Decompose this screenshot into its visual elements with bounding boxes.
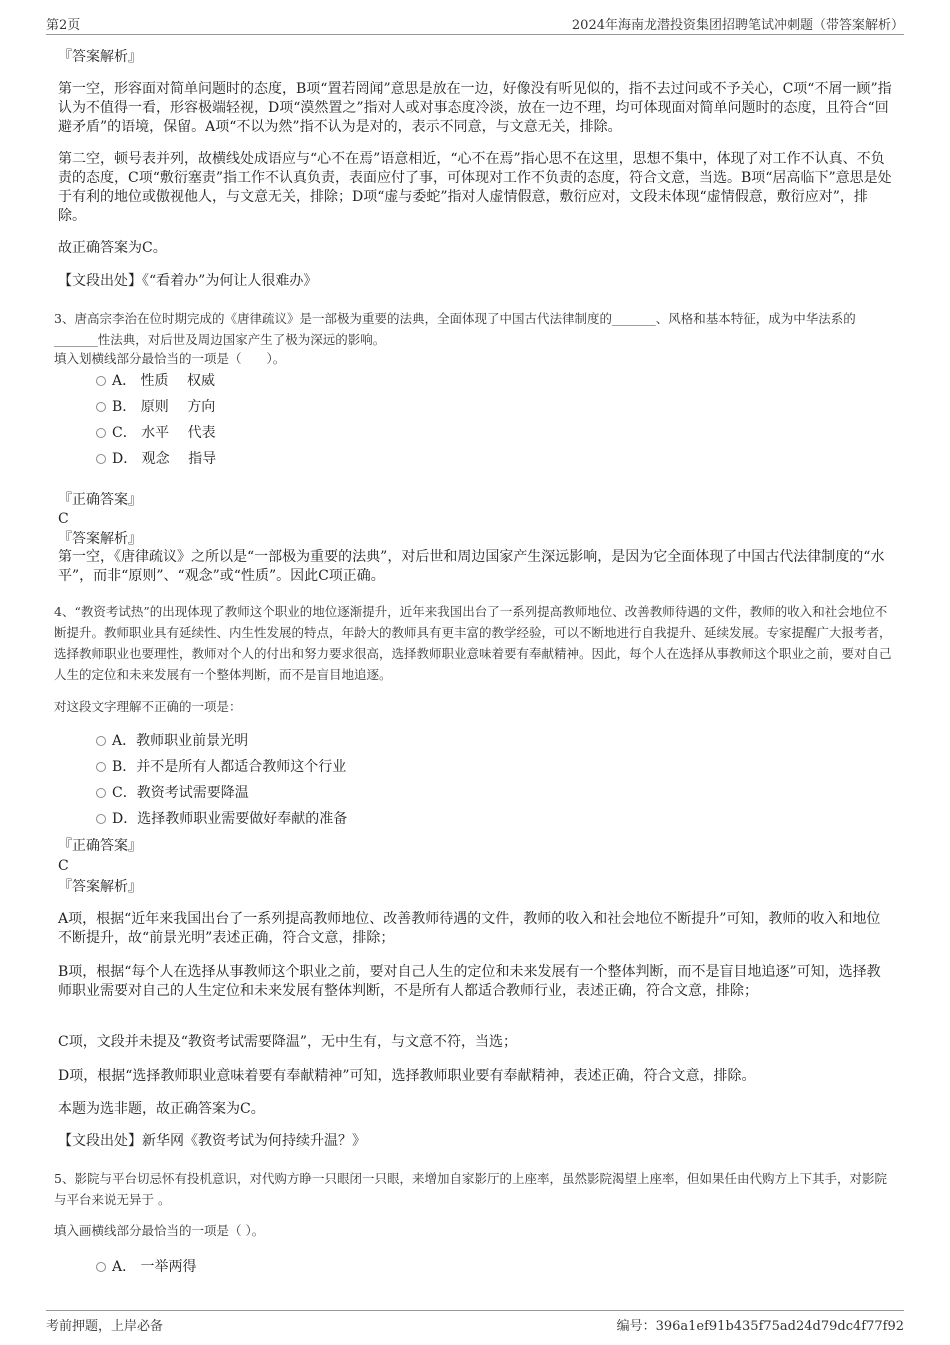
q3-prompt: 填入划横线部分最恰当的一项是（ ）。 (54, 351, 286, 366)
q5-prompt: 填入画横线部分最恰当的一项是（ ）。 (54, 1223, 265, 1238)
q4-option-c[interactable]: C．教资考试需要降温 (96, 784, 249, 802)
q3-answer-label: 『正确答案』 (58, 492, 142, 508)
q4-analysis-label: 『答案解析』 (58, 879, 142, 895)
q3-analysis: 第一空，《唐律疏议》之所以是“一部极为重要的法典”，对后世和周边国家产生深远影响，是因为它全面体现了中国古代法律制度的“水平”，而非“原则”、“观念”或“性质”。因此C项正确。 (58, 549, 885, 584)
q3-analysis-label: 『答案解析』 (58, 531, 142, 547)
q3-answer: C (58, 511, 69, 527)
radio-icon[interactable] (96, 402, 106, 412)
q2-analysis-label: 『答案解析』 (58, 49, 142, 65)
radio-icon[interactable] (96, 454, 106, 464)
q4-analysis-d: D项，根据“选择教师职业意味着要有奉献精神”可知，选择教师职业要有奉献精神，表述正确，符合文意，排除。 (58, 1068, 756, 1084)
radio-icon[interactable] (96, 1262, 106, 1272)
radio-icon[interactable] (96, 814, 106, 824)
q4-option-d[interactable]: D．选择教师职业需要做好奉献的准备 (96, 810, 347, 828)
q4-option-a[interactable]: A．教师职业前景光明 (96, 732, 248, 750)
q4-analysis-a: A项，根据“近年来我国出台了一系列提高教师地位、改善教师待遇的文件，教师的收入和社会地位不断提升”可知，教师的收入和地位不断提升，故“前景光明”表述正确，符合文意，排除； (58, 911, 881, 946)
page-number: 第2页 (46, 18, 81, 33)
q3-option-b[interactable]: B． 原则 方向 (96, 398, 215, 416)
q2-analysis-p1: 第一空，形容面对简单问题时的态度，B项“置若罔闻”意思是放在一边，好像没有听见似的，指不去过问或不予关心，C项“不屑一顾”指认为不值得一看，形容极端轻视，D项“漠然置之”指对人或对事态度冷淡，放在一边不理，均可体现面对简单问题时的态度，且符合“回避矛盾”的语境，保留。A项“不以为然”指不认为是对的，表示不同意，与文意无关，排除。 (58, 81, 892, 135)
document-title: 2024年海南龙潜投资集团招聘笔试冲刺题（带答案解析） (571, 18, 904, 33)
page-footer (46, 1310, 904, 1333)
q4-answer-label: 『正确答案』 (58, 838, 142, 854)
radio-icon[interactable] (96, 428, 106, 438)
q4-source: 【文段出处】新华网《教资考试为何持续升温？》 (58, 1133, 366, 1149)
q2-conclusion: 故正确答案为C。 (58, 240, 167, 256)
q4-conclusion: 本题为选非题，故正确答案为C。 (58, 1101, 265, 1117)
q3-option-c[interactable]: C． 水平 代表 (96, 424, 216, 442)
q2-analysis-p2: 第二空，顿号表并列，故横线处成语应与“心不在焉”语意相近，“心不在焉”指心思不在这里，思想不集中，体现了对工作不认真、不负责的态度，C项“敷衍塞责”指工作不认真负责，表面应付了事，可体现对工作不负责的态度，符合文意，当选。B项“居高临下”意思是处于有利的地位或傲视他人，与文意无关，排除；D项“虚与委蛇”指对人虚情假意，敷衍应对，文段未体现“虚情假意，敷衍应对”，排除。 (58, 151, 892, 224)
page-header (46, 14, 904, 35)
q3-stem: 3、唐高宗李治在位时期完成的《唐律疏议》是一部极为重要的法典，全面体现了中国古代法律制度的_______、风格和基本特征，成为中华法系的_______性法典，对后世及周边国家产生了极为深远的影响。 (54, 311, 856, 347)
q4-answer: C (58, 858, 69, 874)
q4-option-b[interactable]: B．并不是所有人都适合教师这个行业 (96, 758, 346, 776)
q5-option-a[interactable]: A． 一举两得 (96, 1258, 197, 1276)
footer-slogan: 考前押题，上岸必备 (46, 1319, 164, 1334)
q4-analysis-c: C项，文段并未提及“教资考试需要降温”，无中生有，与文意不符，当选； (58, 1034, 518, 1050)
q4-stem: 4、“教资考试热”的出现体现了教师这个职业的地位逐渐提升，近年来我国出台了一系列提高教师地位、改善教师待遇的文件，教师的收入和社会地位不断提升。教师职业具有延续性、内生性发展的特点，年龄大的教师具有更丰富的教学经验，可以不断地进行自我提升、延续发展。专家提醒广大报考者，选择教师职业也要理性，教师对个人的付出和努力要求很高，选择教师职业意味着要有奉献精神。因此，每个人在选择从事教师这个职业之前，要对自己人生的定位和未来发展有一个整体判断，而不是盲目地追逐。 (54, 604, 892, 682)
q3-option-a[interactable]: A． 性质 权威 (96, 372, 215, 390)
radio-icon[interactable] (96, 376, 106, 386)
radio-icon[interactable] (96, 788, 106, 798)
radio-icon[interactable] (96, 762, 106, 772)
q4-prompt: 对这段文字理解不正确的一项是： (54, 699, 242, 714)
q4-analysis-b: B项，根据“每个人在选择从事教师这个职业之前，要对自己人生的定位和未来发展有一个整体判断，而不是盲目地追逐”可知，选择教师职业需要对自己的人生定位和未来发展有整体判断，不是所有人都适合教师行业，表述正确，符合文意，排除； (58, 964, 881, 999)
q3-option-d[interactable]: D． 观念 指导 (96, 450, 216, 468)
q2-source: 【文段出处】《“看着办”为何让人很难办》 (58, 273, 318, 289)
radio-icon[interactable] (96, 736, 106, 746)
document-code: 编号：396a1ef91b435f75ad24d79dc4f77f92 (616, 1319, 904, 1334)
q5-stem: 5、影院与平台切忌怀有投机意识，对代购方睁一只眼闭一只眼，来增加自家影厅的上座率，虽然影院渴望上座率，但如果任由代购方上下其手，对影院与平台来说无异于 。 (54, 1171, 887, 1207)
